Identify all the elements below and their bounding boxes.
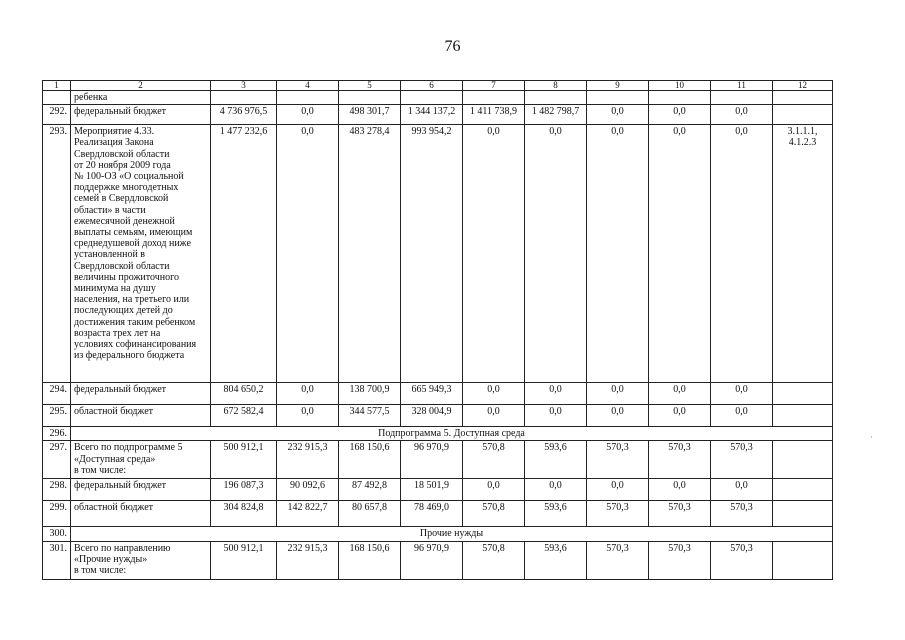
row-number: 295. [43, 405, 71, 427]
value-cell: 0,0 [525, 125, 587, 383]
value-cell: 96 970,9 [401, 441, 463, 479]
value-cell [339, 91, 401, 105]
value-cell: 0,0 [649, 405, 711, 427]
value-cell: 1 411 738,9 [463, 105, 525, 125]
value-cell: 232 915,3 [277, 441, 339, 479]
value-cell: 570,3 [587, 501, 649, 527]
value-cell: 18 501,9 [401, 479, 463, 501]
value-cell: 993 954,2 [401, 125, 463, 383]
value-cell [401, 91, 463, 105]
row-name: ребенка [71, 91, 211, 105]
value-cell: 138 700,9 [339, 383, 401, 405]
column-header: 12 [773, 81, 833, 91]
budget-table [42, 80, 833, 580]
value-cell: 665 949,3 [401, 383, 463, 405]
value-cell [463, 91, 525, 105]
value-cell: 570,3 [711, 441, 773, 479]
table-row [43, 383, 833, 405]
value-cell: 168 150,6 [339, 541, 401, 579]
column-header: 5 [339, 81, 401, 91]
value-cell: 142 822,7 [277, 501, 339, 527]
value-cell: 0,0 [711, 479, 773, 501]
value-cell: 570,3 [711, 541, 773, 579]
value-cell: 570,8 [463, 501, 525, 527]
column-header: 8 [525, 81, 587, 91]
table-row [43, 105, 833, 125]
value-cell [211, 91, 277, 105]
value-cell [277, 91, 339, 105]
header-row [43, 81, 833, 91]
value-cell: 344 577,5 [339, 405, 401, 427]
value-cell: 593,6 [525, 541, 587, 579]
row-number: 293. [43, 125, 71, 383]
table-row [43, 125, 833, 383]
row-name: областной бюджет [71, 501, 211, 527]
target-ref [773, 441, 833, 479]
value-cell: 0,0 [277, 125, 339, 383]
value-cell [649, 91, 711, 105]
value-cell: 0,0 [463, 125, 525, 383]
table-row [43, 91, 833, 105]
value-cell: 483 278,4 [339, 125, 401, 383]
target-ref [773, 479, 833, 501]
row-name: Мероприятие 4.33. Реализация Закона Свердловской области от 20 ноября 2009 года № 100-ОЗ «О социальной поддержке многодетных семей в Свердловской области» в части ежемесячной денежной выплаты семьям, имеющим среднедушевой доход ниже установленной в Свердловской области величины прожиточного минимума на душу населения, на третьего или последующих детей до достижения таким ребенком возраста трех лет на условиях софинансирования из федерального бюджета [71, 125, 211, 383]
value-cell: 0,0 [649, 105, 711, 125]
value-cell: 0,0 [711, 405, 773, 427]
target-ref [773, 501, 833, 527]
target-ref [773, 105, 833, 125]
row-name: федеральный бюджет [71, 479, 211, 501]
value-cell: 90 092,6 [277, 479, 339, 501]
value-cell: 570,3 [649, 441, 711, 479]
row-name: Всего по подпрограмме 5 «Доступная среда» в том числе: [71, 441, 211, 479]
value-cell [587, 91, 649, 105]
value-cell: 593,6 [525, 501, 587, 527]
value-cell: 0,0 [525, 383, 587, 405]
target-ref [773, 383, 833, 405]
table-row [43, 527, 833, 541]
value-cell: 87 492,8 [339, 479, 401, 501]
column-header: 11 [711, 81, 773, 91]
value-cell: 570,3 [711, 501, 773, 527]
value-cell: 0,0 [587, 479, 649, 501]
value-cell: 498 301,7 [339, 105, 401, 125]
target-ref: 3.1.1.1, 4.1.2.3 [773, 125, 833, 383]
value-cell: 0,0 [463, 383, 525, 405]
value-cell: 0,0 [711, 125, 773, 383]
row-name: федеральный бюджет [71, 383, 211, 405]
table-row [43, 427, 833, 441]
target-ref [773, 541, 833, 579]
value-cell: 0,0 [711, 105, 773, 125]
value-cell: 78 469,0 [401, 501, 463, 527]
value-cell [525, 91, 587, 105]
row-name: Всего по направлению «Прочие нужды» в том числе: [71, 541, 211, 579]
value-cell: 1 477 232,6 [211, 125, 277, 383]
value-cell: 593,6 [525, 441, 587, 479]
row-number: 292. [43, 105, 71, 125]
column-header: 2 [71, 81, 211, 91]
column-header: 10 [649, 81, 711, 91]
value-cell: 0,0 [277, 383, 339, 405]
value-cell: 570,3 [649, 501, 711, 527]
value-cell: 0,0 [587, 105, 649, 125]
row-name: федеральный бюджет [71, 105, 211, 125]
value-cell: 4 736 976,5 [211, 105, 277, 125]
scan-mark: · [870, 432, 873, 442]
value-cell: 0,0 [525, 479, 587, 501]
value-cell: 96 970,9 [401, 541, 463, 579]
value-cell [711, 91, 773, 105]
target-ref [773, 405, 833, 427]
section-title: Прочие нужды [71, 527, 833, 541]
column-header: 7 [463, 81, 525, 91]
value-cell: 672 582,4 [211, 405, 277, 427]
value-cell: 196 087,3 [211, 479, 277, 501]
value-cell: 232 915,3 [277, 541, 339, 579]
table-row [43, 405, 833, 427]
value-cell: 0,0 [649, 383, 711, 405]
row-number: 301. [43, 541, 71, 579]
page-number: 76 [444, 38, 461, 55]
value-cell: 0,0 [587, 405, 649, 427]
row-number: 299. [43, 501, 71, 527]
value-cell: 0,0 [463, 405, 525, 427]
value-cell: 0,0 [711, 383, 773, 405]
target-ref [773, 91, 833, 105]
row-number: 294. [43, 383, 71, 405]
row-number: 298. [43, 479, 71, 501]
value-cell: 304 824,8 [211, 501, 277, 527]
value-cell: 328 004,9 [401, 405, 463, 427]
value-cell: 570,8 [463, 441, 525, 479]
value-cell: 168 150,6 [339, 441, 401, 479]
row-number [43, 91, 71, 105]
column-header: 1 [43, 81, 71, 91]
value-cell: 1 344 137,2 [401, 105, 463, 125]
value-cell: 0,0 [649, 479, 711, 501]
value-cell: 0,0 [587, 383, 649, 405]
column-header: 4 [277, 81, 339, 91]
column-header: 3 [211, 81, 277, 91]
row-number: 300. [43, 527, 71, 541]
section-title: Подпрограмма 5. Доступная среда [71, 427, 833, 441]
value-cell: 0,0 [277, 105, 339, 125]
value-cell: 1 482 798,7 [525, 105, 587, 125]
value-cell: 804 650,2 [211, 383, 277, 405]
value-cell: 500 912,1 [211, 541, 277, 579]
value-cell: 570,3 [649, 541, 711, 579]
value-cell: 570,3 [587, 541, 649, 579]
value-cell: 0,0 [525, 405, 587, 427]
value-cell: 500 912,1 [211, 441, 277, 479]
value-cell: 0,0 [277, 405, 339, 427]
table-row [43, 541, 833, 579]
row-name: областной бюджет [71, 405, 211, 427]
value-cell: 570,3 [587, 441, 649, 479]
column-header: 9 [587, 81, 649, 91]
table-row [43, 501, 833, 527]
value-cell: 570,8 [463, 541, 525, 579]
table-row [43, 479, 833, 501]
column-header: 6 [401, 81, 463, 91]
table-row [43, 441, 833, 479]
row-number: 297. [43, 441, 71, 479]
value-cell: 0,0 [649, 125, 711, 383]
value-cell: 0,0 [463, 479, 525, 501]
value-cell: 0,0 [587, 125, 649, 383]
row-number: 296. [43, 427, 71, 441]
value-cell: 80 657,8 [339, 501, 401, 527]
